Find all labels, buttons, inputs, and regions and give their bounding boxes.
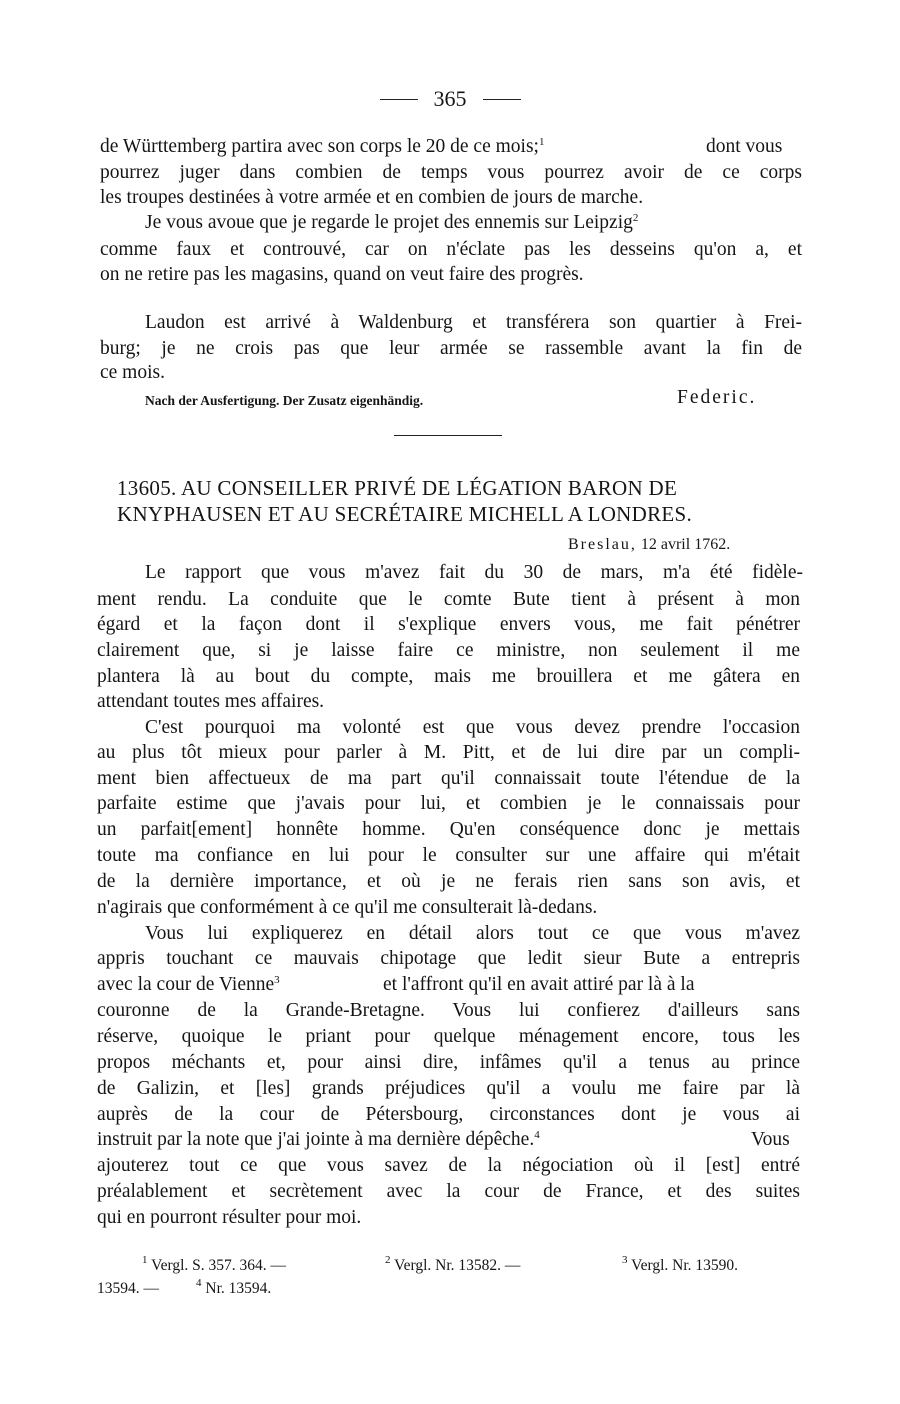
text-line: appris touchant ce mauvais chipotage que ledit sieur Bute a entrepris xyxy=(97,948,800,969)
footnote-3-cont: 13594. — xyxy=(97,1280,159,1297)
text-line: couronne de la Grande-Bretagne. Vous lui confierez d'ailleurs sans xyxy=(97,1000,800,1021)
text-line: attendant toutes mes affaires. xyxy=(97,691,325,712)
text-line: C'est pourquoi ma volonté est que vous devez prendre l'occasion xyxy=(145,717,800,738)
text-line: Vous xyxy=(751,1129,790,1150)
text-line: de Württemberg partira avec son corps le 20 de ce mois;$^1$ xyxy=(100,136,545,157)
footnote-2: $^2$ Vergl. Nr. 13582. — xyxy=(385,1254,521,1274)
footnote-3: $^3$ Vergl. Nr. 13590. xyxy=(622,1254,739,1274)
letter-heading-line2: KNYPHAUSEN ET AU SECRÉTAIRE MICHELL A LONDRES. xyxy=(117,502,693,526)
signature: Federic. xyxy=(677,387,757,408)
text-line: Laudon est arrivé à Waldenburg et transférera son quartier à Frei- xyxy=(145,312,802,333)
letter-heading-line1: 13605. AU CONSEILLER PRIVÉ DE LÉGATION BARON DE xyxy=(117,476,678,500)
text-line: un parfait[ement] honnête homme. Qu'en conséquence donc je mettais xyxy=(97,819,800,840)
text-line: toute ma confiance en lui pour le consulter sur une affaire qui m'était xyxy=(97,845,800,866)
text-line: ment rendu. La conduite que le comte Bute tient à présent à mon xyxy=(97,589,800,610)
text-line: et l'affront qu'il en avait attiré par là à la xyxy=(383,974,695,995)
text-line: parfaite estime que j'avais pour lui, et combien je le connaissais pour xyxy=(97,793,800,814)
right-dash xyxy=(483,99,521,100)
text-line: pourrez juger dans combien de temps vous pourrez avoir de ce corps xyxy=(100,162,802,183)
text-line: préalablement et secrètement avec la cour de France, et des suites xyxy=(97,1181,800,1202)
footnote-mark: 2 xyxy=(632,212,639,224)
footnote-4: $^4$ Nr. 13594. xyxy=(196,1277,272,1297)
text-line: ce mois. xyxy=(100,362,165,383)
text-line: les troupes destinées à votre armée et en combien de jours de marche. xyxy=(100,187,644,208)
text-line: ajouterez tout ce que vous savez de la négociation où il [est] entré xyxy=(97,1155,800,1176)
text-line: avec la cour de Vienne$^3$ xyxy=(97,974,280,995)
text-line: instruit par la note que j'ai jointe à ma dernière dépêche.$^4$ xyxy=(97,1129,540,1150)
text-line: réserve, quoique le priant pour quelque ménagement encore, tous les xyxy=(97,1026,800,1047)
text-line: n'agirais que conformément à ce qu'il me consulterait là-dedans. xyxy=(97,897,598,918)
text-line: plantera là au bout du compte, mais me brouillera et me gâtera en xyxy=(97,666,800,687)
text-line: égard et la façon dont il s'explique envers vous, me fait pénétrer xyxy=(97,614,800,635)
text-line: on ne retire pas les magasins, quand on veut faire des progrès. xyxy=(100,264,584,285)
text-line: Vous lui expliquerez en détail alors tout ce que vous m'avez xyxy=(145,923,800,944)
text-line: comme faux et controuvé, car on n'éclate pas les desseins qu'on a, et xyxy=(100,239,802,260)
text-line: burg; je ne crois pas que leur armée se rassemble avant la fin de xyxy=(100,338,802,359)
footnote-mark: 4 xyxy=(534,1129,540,1141)
text-line: de la dernière importance, et où je ne ferais rien sans son avis, et xyxy=(97,871,800,892)
text-line: qui en pourront résulter pour moi. xyxy=(97,1207,362,1228)
text-line: clairement que, si je laisse faire ce ministre, non seulement il me xyxy=(97,640,800,661)
separator-rule xyxy=(394,435,502,436)
text-line: au plus tôt mieux pour parler à M. Pitt, et de lui dire par un compli- xyxy=(97,742,800,763)
letter-dateline xyxy=(568,532,730,558)
text-line: ment bien affectueux de ma part qu'il connaissait toute l'étendue de la xyxy=(97,768,800,789)
footnote-1: $^1$ Vergl. S. 357. 364. — xyxy=(142,1254,287,1274)
text-line: auprès de la cour de Pétersbourg, circonstances dont je vous ai xyxy=(97,1104,800,1125)
left-dash xyxy=(380,99,418,100)
page-number xyxy=(0,86,900,112)
text-line: dont vous xyxy=(706,136,783,157)
text-line: Le rapport que vous m'avez fait du 30 de mars, m'a été fidèle- xyxy=(145,562,803,583)
source-note: Nach der Ausfertigung. Der Zusatz eigenhändig. xyxy=(145,393,424,408)
footnote-mark: 3 xyxy=(274,974,280,986)
text-line: Je vous avoue que je regarde le projet des ennemis sur Leipzig$^2$ xyxy=(145,212,639,233)
text-line: de Galizin, et [les] grands préjudices qu'il a voulu me faire par là xyxy=(97,1078,800,1099)
page-number-text: 365 xyxy=(433,86,467,111)
date: 12 avril 1762. xyxy=(640,536,731,553)
place: Breslau, xyxy=(568,536,637,553)
footnote-mark: 1 xyxy=(538,136,545,148)
text-line: propos méchants et, pour ainsi dire, infâmes qu'il a tenus au prince xyxy=(97,1052,800,1073)
